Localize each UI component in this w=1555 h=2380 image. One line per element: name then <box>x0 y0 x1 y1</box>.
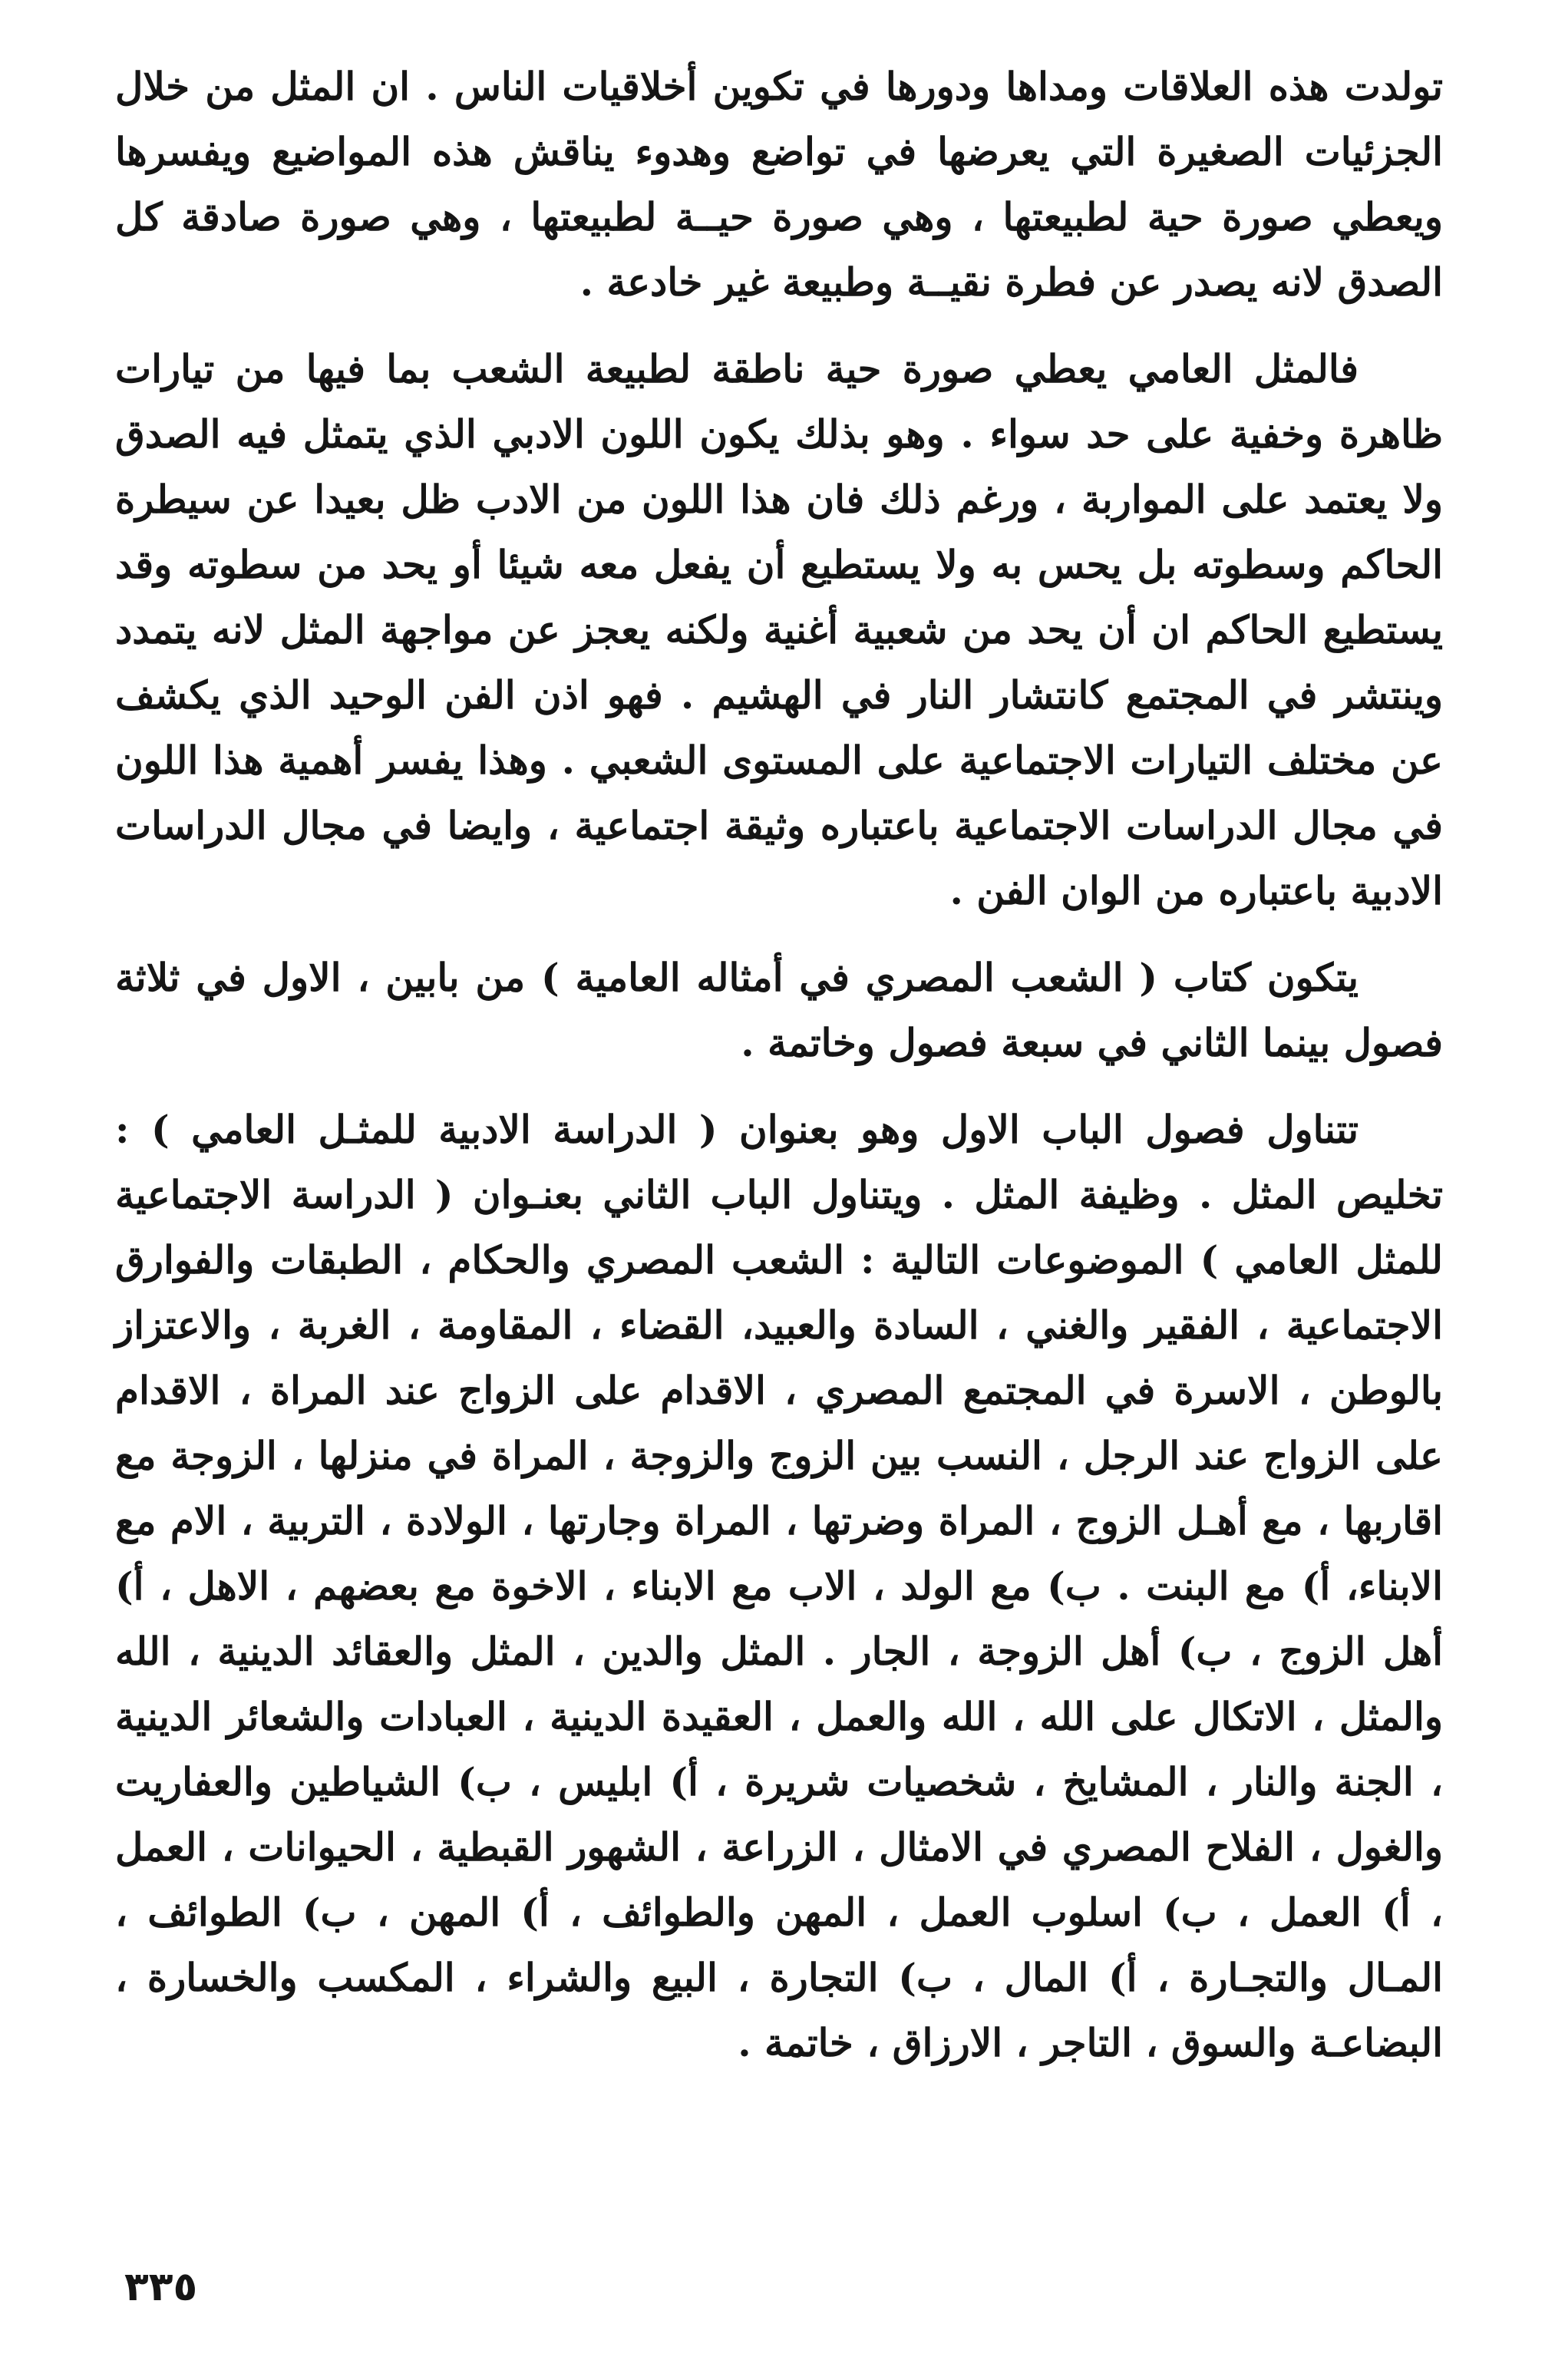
paragraph-1: تولدت هذه العلاقات ومداها ودورها في تكوين أخلاقيات الناس . ان المثل من خلال الجزئيات الصغيرة التي يعرضها في تواضع وهدوء يناقش هذه المواضيع ويفسرها ويعطي صورة حية لطبيعتها ، وهي صورة حيــة لطبيعتها ، وهي صورة صادقة كل الصدق لانه يصدر عن فطرة نقيــة وطبيعة غير خادعة . <box>115 64 1443 305</box>
page-body <box>115 54 1443 2318</box>
page-number: ٣٣٥ <box>124 2264 198 2310</box>
paragraph-3: يتكون كتاب ( الشعب المصري في أمثاله العامية ) من بابين ، الاول في ثلاثة فصول بينما الثاني في سبعة فصول وخاتمة . <box>115 955 1443 1065</box>
paragraph-4: تتناول فصول الباب الاول وهو بعنوان ( الدراسة الادبية للمثـل العامي ) : تخليص المثل . وظيفة المثل . ويتناول الباب الثاني بعنـوان ( الدراسة الاجتماعية للمثل العامي ) الموضوعات التالية : الشعب المصري والحكام ، الطبقات والفوارق الاجتماعية ، الفقير والغني ، السادة والعبيد، القضاء ، المقاومة ، الغربة ، والاعتزاز بالوطن ، الاسرة في المجتمع المصري ، الاقدام على الزواج عند المراة ، الاقدام على الزواج عند الرجل ، النسب بين الزوج والزوجة ، المراة في منزلها ، الزوجة مع اقاربها ، مع أهـل الزوج ، المراة وضرتها ، المراة وجارتها ، الولادة ، التربية ، الام مع الابناء، أ) مع البنت . ب) مع الولد ، الاب مع الابناء ، الاخوة مع بعضهم ، الاهل ، أ) أهل الزوج ، ب) أهل الزوجة ، الجار . المثل والدين ، المثل والعقائد الدينية ، الله والمثل ، الاتكال على الله ، الله والعمل ، العقيدة الدينية ، العبادات والشعائر الدينية ، الجنة والنار ، المشايخ ، شخصيات شريرة ، أ) ابليس ، ب) الشياطين والعفاريت والغول ، الفلاح المصري في الامثال ، الزراعة ، الشهور القبطية ، الحيوانات ، العمل ، أ) العمل ، ب) اسلوب العمل ، المهن والطوائف ، أ) المهن ، ب) الطوائف ، المـال والتجـارة ، أ) المال ، ب) التجارة ، البيع والشراء ، المكسب والخسارة ، البضاعـة والسوق ، التاجر ، الارزاق ، خاتمة . <box>115 1107 1443 2065</box>
paragraph-2: فالمثل العامي يعطي صورة حية ناطقة لطبيعة الشعب بما فيها من تيارات ظاهرة وخفية على حد سواء . وهو بذلك يكون اللون الادبي الذي يتمثل فيه الصدق ولا يعتمد على المواربة ، ورغم ذلك فان هذا اللون من الادب ظل بعيدا عن سيطرة الحاكم وسطوته بل يحس به ولا يستطيع أن يفعل معه شيئا أو يحد من سطوته وقد يستطيع الحاكم ان أن يحد من شعبية أغنية ولكنه يعجز عن مواجهة المثل لانه يتمدد وينتشر في المجتمع كانتشار النار في الهشيم . فهو اذن الفن الوحيد الذي يكشف عن مختلف التيارات الاجتماعية على المستوى الشعبي . وهذا يفسر أهمية هذا اللون في مجال الدراسات الاجتماعية باعتباره وثيقة اجتماعية ، وايضا في مجال الدراسات الادبية باعتباره من الوان الفن . <box>115 346 1443 913</box>
